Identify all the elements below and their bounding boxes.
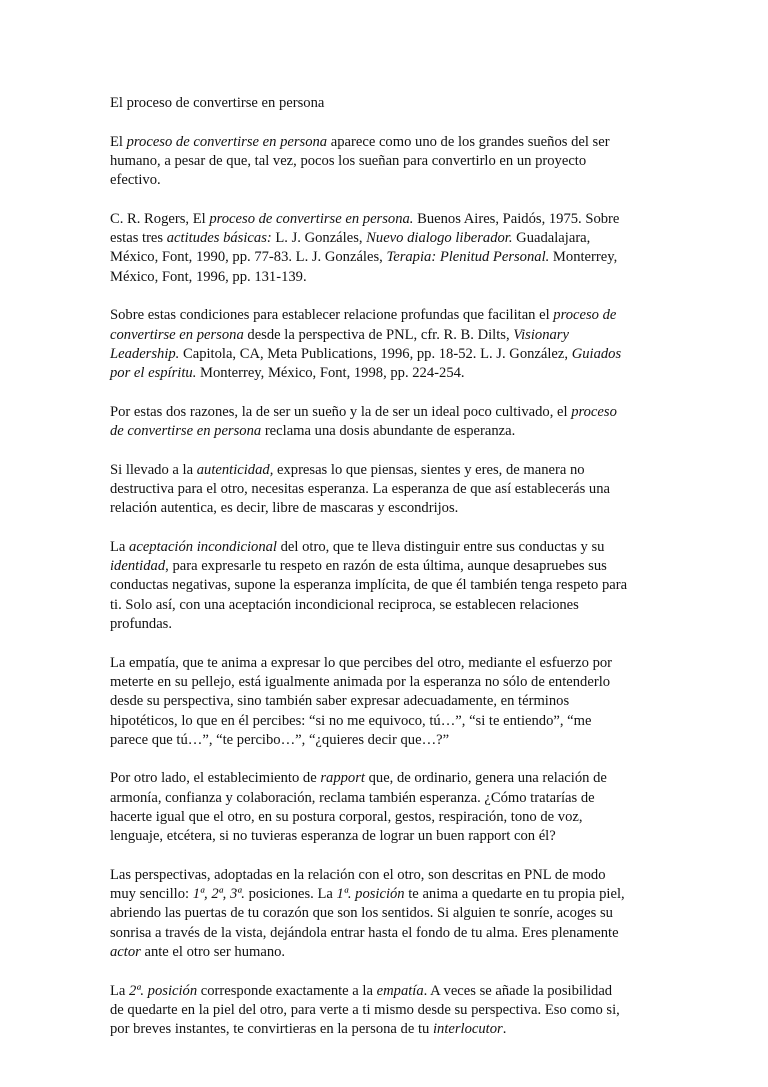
text-segment: La xyxy=(110,982,130,999)
text-line xyxy=(110,538,658,557)
italic-text: aceptación incondicional xyxy=(129,538,277,555)
text-line xyxy=(110,808,658,827)
text-segment: Buenos Aires, Paidós, 1975. Sobre xyxy=(413,210,620,227)
text-line xyxy=(110,133,658,152)
text-line xyxy=(110,769,658,788)
paragraph xyxy=(110,769,658,846)
text-segment: Por otro lado, el establecimiento de xyxy=(110,770,321,787)
text-segment: posiciones. La xyxy=(244,886,337,903)
text-segment: L. J. Gonzáles, xyxy=(271,230,367,247)
italic-text: proceso xyxy=(571,403,617,420)
text-line xyxy=(110,557,658,576)
paragraph xyxy=(110,538,658,634)
text-segment: expresas lo que piensas, sientes y eres, de manera no xyxy=(273,461,585,478)
text-line xyxy=(110,904,658,923)
text-line xyxy=(110,866,658,885)
text-segment: . xyxy=(502,1021,507,1038)
paragraph xyxy=(110,210,658,287)
text-segment: ti. Solo así, con una aceptación incondicional reciproca, se establecen relaciones xyxy=(110,596,579,613)
text-line xyxy=(110,306,658,325)
text-segment: hacerte igual que el otro, en su postura corporal, gestos, respiración, tono de voz, xyxy=(110,808,583,825)
text-segment: del otro, que te lleva distinguir entre sus conductas y su xyxy=(276,538,605,555)
text-line xyxy=(110,152,658,171)
text-segment: Si llevado a la xyxy=(110,461,197,478)
italic-text: identidad xyxy=(110,558,166,575)
paragraph xyxy=(110,866,658,962)
italic-text: Visionary xyxy=(513,326,569,343)
text-segment: efectivo. xyxy=(110,172,161,189)
text-line xyxy=(110,576,658,595)
italic-text: 2ª. posición xyxy=(129,982,198,999)
text-segment: Sobre estas condiciones para establecer relacione profundas que facilitan el xyxy=(110,307,554,324)
text-segment: meterte en su pellejo, está igualmente animada por la esperanza no sólo de entenderlo xyxy=(110,673,611,690)
document-title: El proceso de convertirse en persona xyxy=(110,95,325,111)
text-line xyxy=(110,480,658,499)
paragraph xyxy=(110,654,658,750)
text-segment: desde su perspectiva, sino también saber expresar adecuadamente, en términos xyxy=(110,693,570,710)
text-line xyxy=(110,982,658,1001)
text-line xyxy=(110,268,658,287)
text-segment: México, Font, 1996, pp. 131-139. xyxy=(110,268,307,285)
text-line xyxy=(110,1001,658,1020)
italic-text: actitudes básicas: xyxy=(166,230,272,247)
text-segment: La xyxy=(110,538,130,555)
text-segment: lenguaje, etcétera, si no tuvieras esperanza de lograr un buen rapport con él? xyxy=(110,828,556,845)
paragraph xyxy=(110,306,658,383)
text-line xyxy=(110,924,658,943)
italic-text: por el espíritu. xyxy=(110,365,197,382)
text-line xyxy=(110,171,658,190)
italic-text: Nuevo dialogo liberador. xyxy=(366,230,513,247)
text-line xyxy=(110,885,658,904)
italic-text: convertirse en persona xyxy=(110,326,244,343)
italic-text: proceso de xyxy=(553,307,617,324)
italic-text: proceso de convertirse en persona. xyxy=(209,210,414,227)
text-segment: relación autentica, es decir, libre de mascaras y escondrijos. xyxy=(110,500,459,517)
text-line xyxy=(110,499,658,518)
text-segment: de quedarte en la piel del otro, para verte a ti mismo desde su perspectiva. Eso como si, xyxy=(110,1001,620,1018)
text-line xyxy=(110,615,658,634)
text-line xyxy=(110,712,658,731)
text-segment: por breves instantes, te convirtieras en la persona de tu xyxy=(110,1021,433,1038)
text-segment: abriendo las puertas de tu corazón que son los sentidos. Si alguien te sonríe, acoges su xyxy=(110,905,613,922)
document-body xyxy=(110,133,658,1040)
paragraph xyxy=(110,982,658,1040)
text-segment: Monterrey, México, Font, 1998, pp. 224-254. xyxy=(196,365,465,382)
paragraph xyxy=(110,461,658,519)
italic-text: interlocutor xyxy=(432,1021,503,1038)
text-line xyxy=(110,422,658,441)
text-segment: conductas negativas, supone la esperanza implícita, de que él también tenga respeto para xyxy=(110,577,628,594)
text-line xyxy=(110,229,658,248)
text-line xyxy=(110,596,658,615)
text-line xyxy=(110,827,658,846)
text-segment: profundas. xyxy=(110,616,173,633)
text-line xyxy=(110,1020,658,1039)
text-line xyxy=(110,364,658,383)
text-segment: desde la perspectiva de PNL, cfr. R. B. Dilts, xyxy=(243,326,514,343)
text-segment: Capitola, CA, Meta Publications, 1996, pp. 18-52. L. J. González, xyxy=(179,345,572,362)
italic-text: empatía xyxy=(376,982,424,999)
text-line xyxy=(110,210,658,229)
text-segment: muy sencillo: xyxy=(110,886,193,903)
text-segment: C. R. Rogers, El xyxy=(110,210,210,227)
text-line xyxy=(110,789,658,808)
text-segment: sonrisa a través de la vista, dejándola entrar hasta el fondo de tu alma. Eres plenamente xyxy=(110,924,619,941)
text-segment: parece que tú…”, “te percibo…”, “¿quieres decir que…?” xyxy=(110,731,450,748)
text-segment: destructiva para el otro, necesitas esperanza. La esperanza de que así establecerás una xyxy=(110,480,610,497)
italic-text: rapport xyxy=(320,770,365,787)
italic-text: Guiados xyxy=(571,345,622,362)
italic-text: Leadership. xyxy=(110,345,180,362)
text-segment: armonía, confianza y colaboración, reclama también esperanza. ¿Cómo tratarías de xyxy=(110,789,595,806)
text-segment: corresponde exactamente a la xyxy=(197,982,377,999)
paragraph xyxy=(110,133,658,191)
text-line xyxy=(110,461,658,480)
italic-text: actor xyxy=(110,944,141,961)
text-segment: . A veces se añade la posibilidad xyxy=(423,982,613,999)
text-segment: te anima a quedarte en tu propia piel, xyxy=(404,886,625,903)
text-segment: Guadalajara, xyxy=(512,230,591,247)
text-line xyxy=(110,943,658,962)
text-segment: Por estas dos razones, la de ser un sueño y la de ser un ideal poco cultivado, el xyxy=(110,403,572,420)
text-line xyxy=(110,654,658,673)
text-segment: estas tres xyxy=(110,230,167,247)
italic-text: Terapia: Plenitud Personal. xyxy=(386,249,550,266)
text-segment: aparece como uno de los grandes sueños del ser xyxy=(327,133,610,150)
italic-text: de convertirse en persona xyxy=(110,423,262,440)
text-segment: , para expresarle tu respeto en razón de esta última, aunque desapruebes sus xyxy=(165,558,607,575)
italic-text: 1ª, 2ª, 3ª. xyxy=(192,886,245,903)
text-segment: Monterrey, xyxy=(549,249,618,266)
italic-text: 1ª. posición xyxy=(336,886,405,903)
text-segment: que, de ordinario, genera una relación de xyxy=(364,770,607,787)
text-line xyxy=(110,403,658,422)
text-segment: hipotéticos, lo que en él percibes: “si no me equivoco, tú…”, “si te entiendo”, “me xyxy=(110,712,592,729)
text-line xyxy=(110,731,658,750)
text-line xyxy=(110,248,658,267)
text-line xyxy=(110,326,658,345)
text-segment: México, Font, 1990, pp. 77-83. L. J. Gonzáles, xyxy=(110,249,387,266)
text-segment: ante el otro ser humano. xyxy=(140,944,286,961)
paragraph xyxy=(110,403,658,442)
italic-text: autenticidad, xyxy=(196,461,274,478)
text-line xyxy=(110,345,658,364)
text-segment: Las perspectivas, adoptadas en la relación con el otro, son descritas en PNL de modo xyxy=(110,866,606,883)
text-segment: El xyxy=(110,133,127,150)
document-page xyxy=(110,94,658,1059)
text-segment: reclama una dosis abundante de esperanza. xyxy=(261,423,516,440)
italic-text: proceso de convertirse en persona xyxy=(126,133,328,150)
text-line xyxy=(110,692,658,711)
text-segment: humano, a pesar de que, tal vez, pocos los sueñan para convertirlo en un proyecto xyxy=(110,152,587,169)
text-line xyxy=(110,673,658,692)
text-segment: La empatía, que te anima a expresar lo que percibes del otro, mediante el esfuerzo por xyxy=(110,654,613,671)
